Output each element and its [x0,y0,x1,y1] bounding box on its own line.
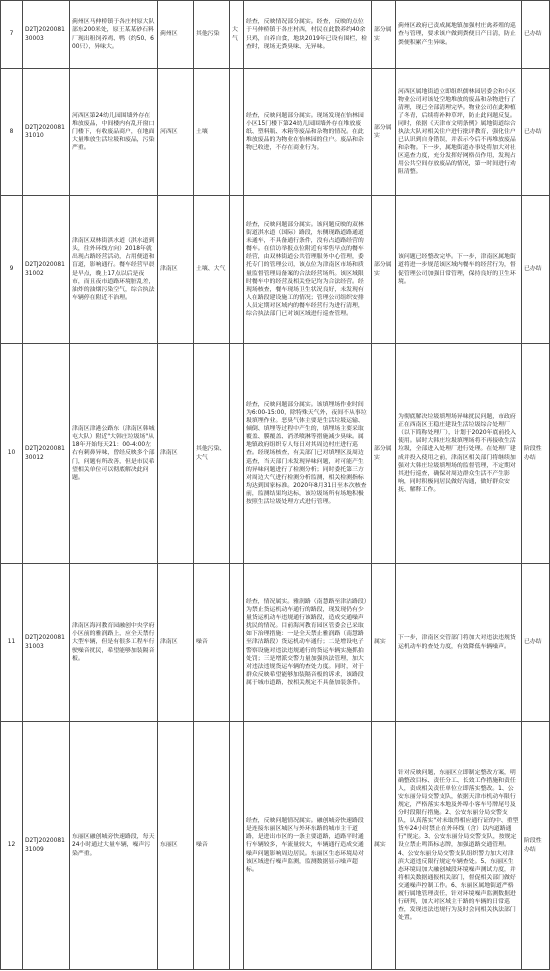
investigation-finding: 经查，反映问题部分属实。该问题反映的双林街道淇水道（国际）路段，东侧现路道路通道未通车，不具备通行条件，没有占道路经营的餐车。在信访举报点位附近有零售早点的餐车经营，由双林街道公共管理服务中心管理，委托专门的管理公司，该点位为津南区市场和质量监督管理局备案的合法经营场所。该区域限时餐车中的经营及相关登记均为合法经营。经现场核查，餐车现场卫生状况良好，未发现有人在路段建设施工的情况；管理公司组织安排人员定期对区域内的餐车经营行为进行清理，综合执法部门已对该区域进行巡查管理。 [244,196,372,344]
rectification-action: 河西区属地街道立即组织儒林园居委会和小区物业公司对该处空地堆放的废品和杂物进行了清理，现已全部清理完毕。物业公司在此种植了冬青，后续将补种草坪，防止此问题反复。同时，依据《天津市文明条例》属地街道综合执法大队对相关住户进行批评教育，强化住户已认识到自身错误，并表示今后不再堆放废品和杂物。下一步，属地街道办事处将加大对社区巡查力度，充分发挥好网格员作用，发现占用公共空间存放废品的情况，第一时间进行劝阻清整。 [396,69,522,196]
verdict: 属实 [372,564,396,722]
row-number: 9 [1,196,23,344]
pollution-type [230,564,244,722]
table-row [1,344,550,564]
status: 阶段性办结 [522,344,550,564]
pollution-category: 其他污染 [194,1,230,69]
pollution-type: 大气 [230,1,244,69]
investigation-finding: 经查，反映情况部分属实。经查，反映的点位于马伸桥镇于各庄村西，村民在此散养约40余只鸡，自养自食，地块2019年已设有围栏，检查时，现场无粪臭味、无异味。 [244,1,372,69]
pollution-category: 其他污染、大气 [194,344,230,564]
district: 蓟州区 [158,1,194,69]
complaint-content: 津南区海河教育园融创中央学府小区前的雅润路上，应全天禁行大型车辆，但是有很多工程车行驶噪音扰民，希望能够加装隔音板。 [70,564,158,722]
complaint-id: D2TJ202008131009 [23,722,70,970]
verdict: 部分属实 [372,196,396,344]
district: 津南区 [158,344,194,564]
rectification-action: 蓟州区政府已责成属地镇加强村庄禽养殖的巡查与管理，要求该户做到粪便日产日清，防止粪便积累产生异味。 [396,1,522,69]
status: 已办结 [522,564,550,722]
complaint-content: 津南区双林街淇水道（淇水道到头，往外环线方向）2018年就出现占路经营活动，占用便道和盲道，影响通行。餐车经营早晨是早点，晚上17点以后是夜市，而且夜市道路环境脏乱差，油炸的油烟污染空气，综合执法车辆停在附近不治理。 [70,196,158,344]
status: 已办结 [522,69,550,196]
district: 河西区 [158,69,194,196]
table-row [1,1,550,69]
complaint-id: D2TJ202008131002 [23,196,70,344]
complaint-content: 东丽区融创城旁快速路段，每天24小时通过大量车辆，噪声污染严重。 [70,722,158,970]
pollution-type [230,69,244,196]
rectification-action: 下一步，津南区交管部门将加大对违法违规货运机动车的查处力度，有效降低车辆噪声。 [396,564,522,722]
complaint-id: D2TJ202008130003 [23,1,70,69]
investigation-finding: 经查，情况属实。雅润路（南慧路至津沽路段）为禁止货运机动车通行的路段，现发现仍有少量货运机动车违规通行该路段，造成交通噪声扰民的情况。目前海河教育园区管委会已采取如下治理措施：一是全天禁止雅润路（南慧路至津沽路段）货运机动车通行；二是增设电子警察设施对违法违规通行的货运车辆实施抓拍处罚；三是增派交警力量加强执法管理，加大对违法违规货运车辆的查处力度。同时，对于群众反映希望能够加装隔音板的诉求，该路段属于城市道路，按相关规定不具备加装条件。 [244,564,372,722]
pollution-type [230,722,244,970]
row-number: 10 [1,344,23,564]
complaint-id: D2TJ202008131010 [23,69,70,196]
table-row [1,564,550,722]
verdict: 部分属实 [372,69,396,196]
rectification-action: 该问题已经整改完毕。下一步，津南区属地街道将进一步规范该区域内餐车的经营行为，督促管理公司加强日常管理，保持良好的卫生环境。 [396,196,522,344]
verdict: 属实 [372,722,396,970]
pollution-category: 噪音 [194,722,230,970]
row-number: 8 [1,69,23,196]
complaint-content: 津南区津港公路东（津南区韩城屯大队）附近"大韩庄垃圾场"从18年开始每天21：00-4:00左右有刺鼻异味，曾经反映多个部门，问题有所改善，但是市民希望相关单位可以彻底解决此问题。 [70,344,158,564]
pollution-type [230,196,244,344]
complaint-id: D2TJ202008131003 [23,564,70,722]
verdict: 部分属实 [372,344,396,564]
rectification-action: 针对反映问题，东丽区立即制定整改方案，明确整改目标、责任分工、长效工作措施和责任人，责成相关责任单位立即落实整改。1、公安东丽分局交警支队，依据天津市机动车限行规定，严格落实本地及外埠小客车号牌尾号及分时段限行措施。2、公安东丽分局交警支队，认真落实"对未取得相应通行证的中、重型货车24小时禁止在外环线（含）以内道路通行"规定。3、公安东丽分局交警支队，按规定设立禁止鸣笛标志牌，加强道路交通管理。4、公安东丽分局交警支队组织警力加大对津滨大道违反限行规定车辆查处。5、东丽区生态环境局加大融创城段环境噪声测试力度，并将相关数据通报相关部门，督促相关部门做好交通噪声控制工作。6、东丽区属地街道严格履行属地管理责任，针对环境噪声监测数据进行研判，加大对区域主干路的车辆的日常巡查，发现违法违规行为及时会同相关执法部门处置。 [396,722,522,970]
row-number: 7 [1,1,23,69]
district: 津南区 [158,564,194,722]
row-number: 11 [1,564,23,722]
pollution-type [230,344,244,564]
investigation-finding: 经查，反映问题情况属实。融创城旁快速路段是连接东丽区城区与外环东路的城市主干道路，是进出市区的一条主要道路，道路平时通行车辆较多，车流量较大，车辆通行造成交通噪声问题影响周边居民。东丽区生态环境局对该区域进行噪声监测，监测数据显示噪声超标。 [244,722,372,970]
district: 东丽区 [158,722,194,970]
complaint-content: 河西区第24幼儿园围墙外存在堆放废品，中间楼内有乱开窗口门楼下，有收废品商户，在地面大量堆放生活垃圾和废品，污染严重。 [70,69,158,196]
table-row [1,69,550,196]
complaint-content: 蓟州区马伸桥镇于各庄村原大队部东200米处，原王某某砂石料厂现出租饲养鸡、鸭（约50、600只），异味大。 [70,1,158,69]
pollution-category: 土壤、大气 [194,196,230,344]
row-number: 12 [1,722,23,970]
verdict: 部分属实 [372,1,396,69]
status: 阶段性办结 [522,722,550,970]
pollution-category: 噪音 [194,564,230,722]
investigation-finding: 经查，反映问题部分属实。该填埋场作业时间为6:00-15:00，除特殊天气外，夜间不从事垃圾填埋作业。恶臭气体主要是生活垃圾运输、倾倒、填埋等过程中产生的，填埋场主要采取覆盖、膜覆盖、消杀喷淋等措施减少臭味。属地镇政府组织专人每日对其周边村庄进行巡查。经现场核查，有关部门已对填埋区及周边巡查，当天部门未发现异味问题，对可能产生的异味问题进行了检测分析；同时委托第三方对周边大气进行检测分析监测，相关检测指标均达到国家标准。2020年8月31日至本次核查前，监测结果均达标，该垃圾场所有场地积极按照生活垃圾处理方式进行管理。 [244,344,372,564]
table-row [1,722,550,970]
complaint-id: D2TJ202008130012 [23,344,70,564]
status: 已办结 [522,196,550,344]
status: 已办结 [522,1,550,69]
investigation-finding: 经查，反映问题部分属实。现场发现在怡林园小区15门楼下第24幼儿园围墙外存在堆放废纸、塑料瓶、木箱等废品和杂物的情况。在此堆放废品的为物业在怡林园的住户。废品和杂物已收进，不存在商业行为。 [244,69,372,196]
rectification-action: 为彻底解决垃圾填埋场异味扰民问题，市政府正在西南区王稳庄建设生活垃圾综合处理厂（以下简称处理厂），计划于2020年底前投入使用。届时大韩庄垃圾填埋场将不再接收生活垃圾，全部进入处理厂进行处理。在处理厂建成并投入使用之前，津南区相关部门将继续加强对大韩庄垃圾填埋场的监督管理，不定期对其进行巡查，确保对周边群众生活不产生影响，同时积极同居民做好沟通，做好群众安抚、解释工作。 [396,344,522,564]
pollution-category: 土壤 [194,69,230,196]
table-row [1,196,550,344]
district: 津南区 [158,196,194,344]
